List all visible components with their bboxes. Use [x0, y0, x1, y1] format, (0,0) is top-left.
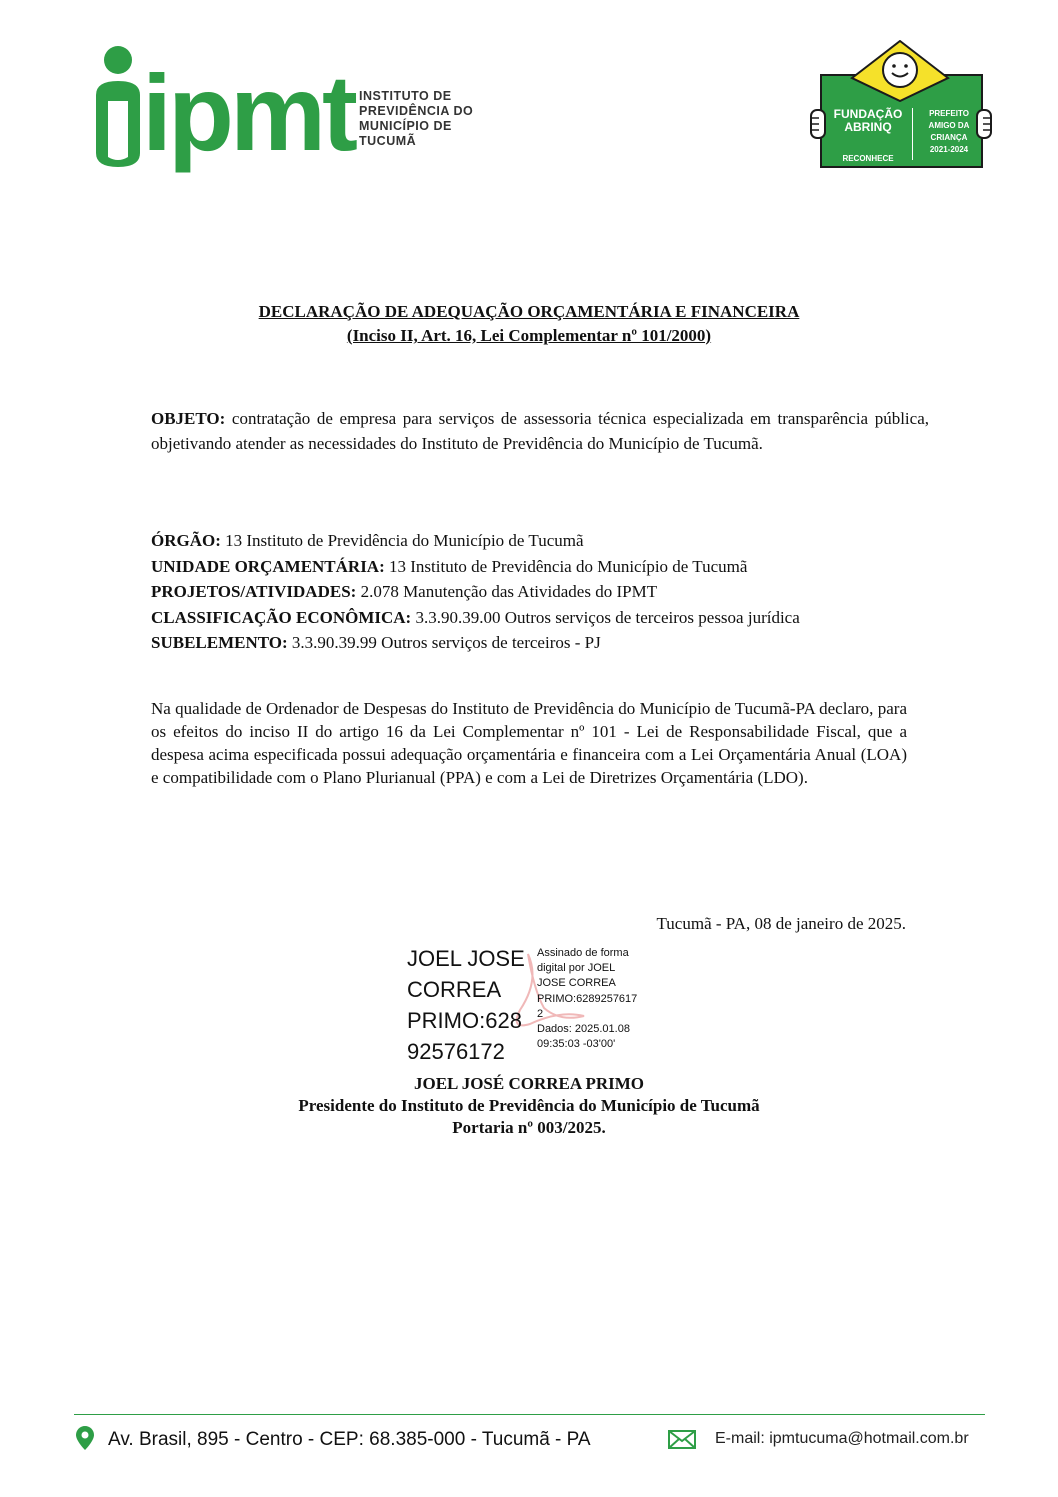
mail-icon: [668, 1430, 696, 1449]
objeto-text: contratação de empresa para serviços de assessoria técnica especializada em transparência pública, objetivando atender as necessidades do Instituto de Previdência do Município de Tucumã.: [151, 409, 929, 453]
signer-block: [0, 1073, 1058, 1139]
ipmt-logo: [92, 45, 492, 173]
ipmt-wordmark: ipmt: [142, 52, 354, 173]
footer-divider: [74, 1414, 985, 1415]
abrinq-badge: [808, 38, 993, 173]
objeto-paragraph: [151, 406, 929, 456]
field-subelemento: SUBELEMENTO: 3.3.90.39.99 Outros serviços de terceiros - PJ: [151, 633, 601, 652]
hand-left-icon: [808, 108, 828, 140]
objeto-label: OBJETO:: [151, 409, 226, 428]
field-projetos-atividades: PROJETOS/ATIVIDADES: 2.078 Manutenção das Atividades do IPMT: [151, 582, 658, 601]
city-date: Tucumã - PA, 08 de janeiro de 2025.: [656, 914, 906, 933]
declaration-paragraph: Na qualidade de Ordenador de Despesas do Instituto de Previdência do Município de Tucumã-PA declaro, para os efeitos do inciso II do artigo 16 da Lei Complementar nº 101 - Lei de Responsabilidade Fiscal, que a despesa acima especificada possui adequação orçamentária e financeira com a Lei Orçamentária Anual (LOA) e compatibilidade com o Plano Plurianual (PPA) e com a Lei de Diretrizes Orçamentária (LDO).: [151, 699, 907, 787]
location-pin-icon: [76, 1426, 94, 1450]
document-title: [0, 300, 1058, 348]
signer-name: JOEL JOSÉ CORREA PRIMO: [413, 1074, 644, 1093]
signature-info: Assinado de forma digital por JOEL JOSE CORREA PRIMO:6289257617 2 Dados: 2025.01.08 09:35:03 -03'00': [537, 947, 638, 1051]
badge-left-text: FUNDAÇÃO ABRINQ RECONHECE: [833, 107, 903, 163]
footer-address: Av. Brasil, 895 - Centro - CEP: 68.385-000 - Tucumã - PA: [108, 1429, 591, 1450]
budget-fields: [151, 528, 800, 656]
signature-name: JOEL JOSE CORREA PRIMO:628 92576172: [407, 946, 525, 1064]
person-figure-icon: [92, 45, 144, 170]
field-orgao: ÓRGÃO: 13 Instituto de Previdência do Município de Tucumã: [151, 531, 584, 550]
smiley-diamond-icon: [850, 40, 950, 102]
signer-portaria: Portaria nº 003/2025.: [452, 1118, 606, 1137]
footer-email[interactable]: E-mail: ipmtucuma@hotmail.com.br: [715, 1430, 969, 1447]
field-classificacao-economica: CLASSIFICAÇÃO ECONÔMICA: 3.3.90.39.00 Outros serviços de terceiros pessoa jurídica: [151, 607, 800, 627]
signer-role: Presidente do Instituto de Previdência do Município de Tucumã: [298, 1096, 760, 1115]
subtitle-line: (Inciso II, Art. 16, Lei Complementar nº 101/2000): [346, 326, 712, 345]
badge-divider: [912, 108, 913, 160]
title-line: DECLARAÇÃO DE ADEQUAÇÃO ORÇAMENTÁRIA E FINANCEIRA: [258, 302, 800, 321]
field-unidade-orcamentaria: UNIDADE ORÇAMENTÁRIA: 13 Instituto de Previdência do Município de Tucumã: [151, 556, 748, 576]
badge-right-text: PREFEITO AMIGO DA CRIANÇA 2021-2024: [928, 109, 970, 154]
hand-right-icon: [974, 108, 994, 140]
institute-name: INSTITUTO DE PREVIDÊNCIA DO MUNICÍPIO DE TUCUMÃ: [359, 89, 474, 148]
